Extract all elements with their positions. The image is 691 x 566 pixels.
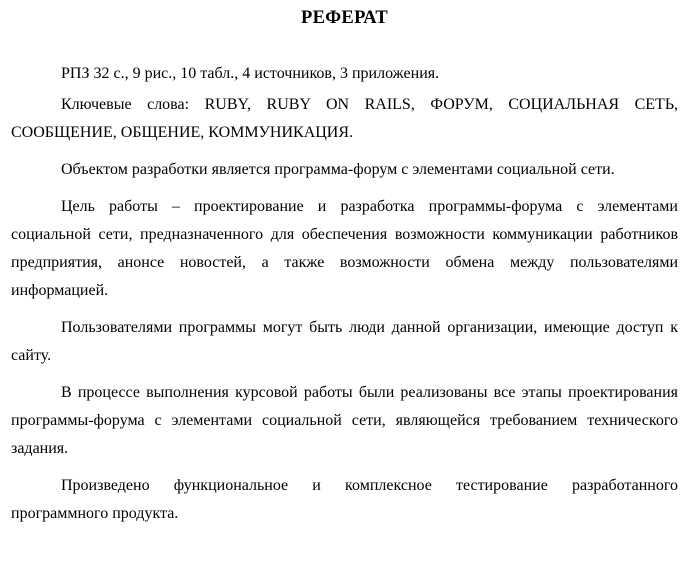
paragraph-object: Объектом разработки является программа-форум с элементами социальной сети. [61, 161, 615, 178]
paragraph-testing: Произведено функциональное и комплексное тестирование разработанного программного продукта. [11, 477, 678, 522]
paragraph-users: Пользователями программы могут быть люди данной организации, имеющие доступ к сайту. [11, 319, 678, 364]
document-page [11, 0, 678, 528]
keywords-list: RUBY, RUBY ON RAILS, ФОРУМ, СОЦИАЛЬНАЯ СЕТЬ, СООБЩЕНИЕ, ОБЩЕНИЕ, КОММУНИКАЦИЯ. [11, 96, 679, 141]
keywords-label: Ключевые слова: [61, 96, 190, 113]
paragraph-process: В процессе выполнения курсовой работы были реализованы все этапы проектирования программы-форума с элементами социальной сети, являющейся требованием технического задания. [11, 384, 678, 457]
summary-line: РПЗ 32 с., 9 рис., 10 табл., 4 источников, 3 приложения. [61, 65, 440, 82]
document-title: РЕФЕРАТ [301, 8, 388, 28]
paragraph-goal: Цель работы – проектирование и разработка программы-форума с элементами социальной сети, предназначенного для обеспечения возможности коммуникации работников предприятия, анонсе новостей, а также возможности обмена между пользователями информацией. [11, 198, 678, 299]
keywords-paragraph [11, 91, 678, 147]
